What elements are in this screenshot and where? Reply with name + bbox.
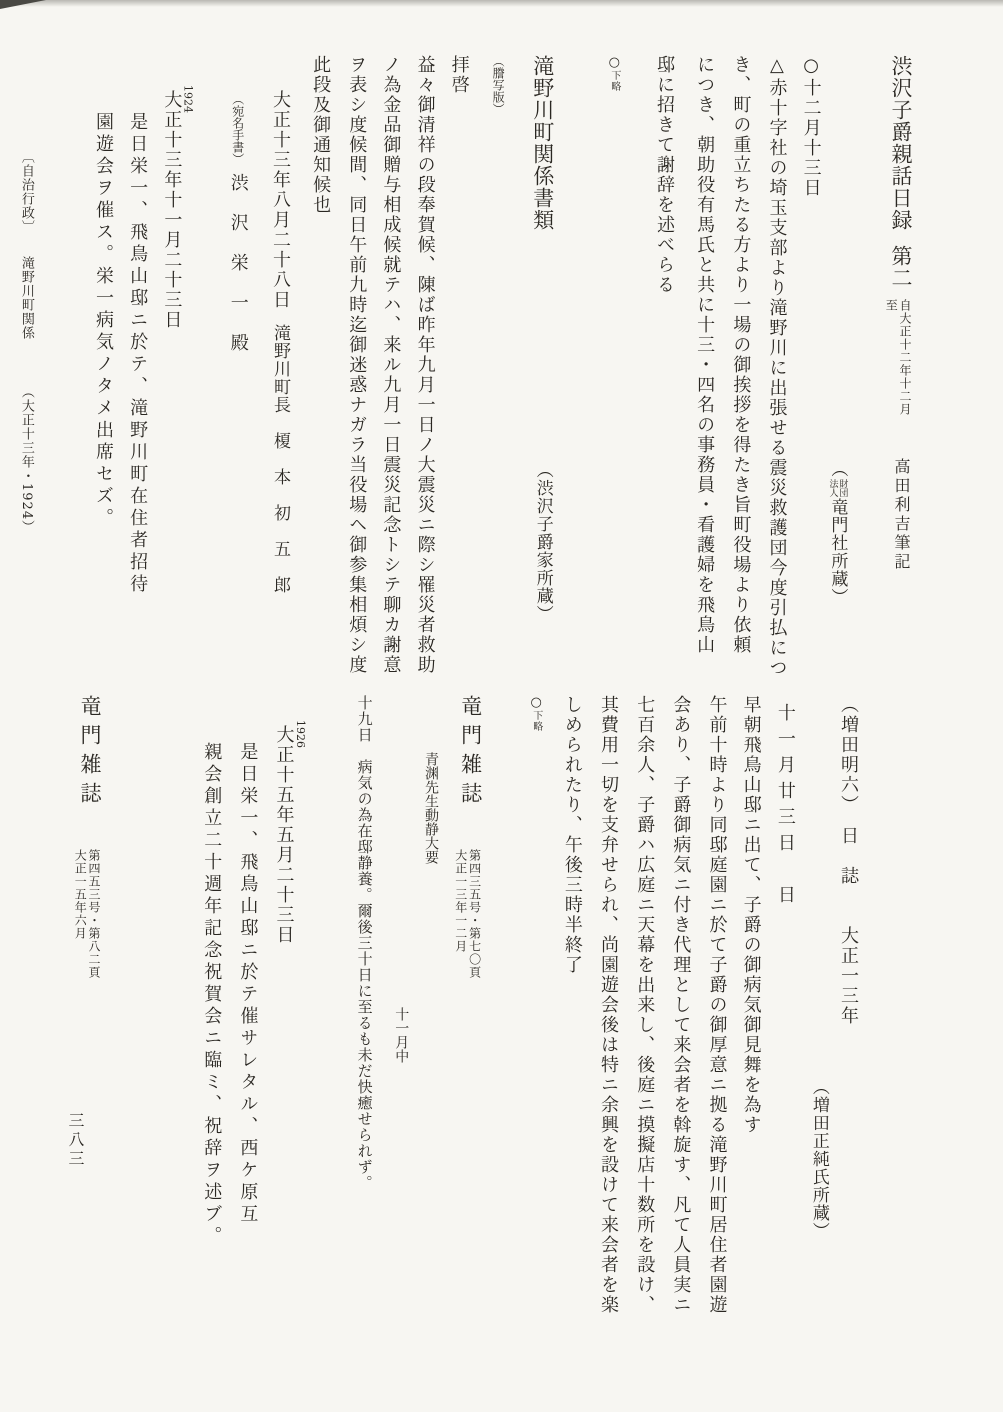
- entry-body-line: しめられたり、午後三時半終了: [561, 695, 583, 975]
- letter-addressee-note: （宛名手書）: [230, 93, 245, 165]
- holding-org-name: 竜門社所蔵）: [827, 498, 848, 606]
- entry-date: 十一月廿三日 日: [774, 703, 796, 911]
- entry-body-line: き、町の重立ちたる方より一場の御挨拶を得たき旨町役場より依頼: [730, 55, 752, 655]
- letter-sender: 滝野川町長 榎 本 初 五 郎: [269, 324, 290, 594]
- omission-label: 下略: [608, 70, 620, 92]
- letter-body-line: ノ為金品御贈与相成候就テハ、来ル九月一日震災記念トシテ聊カ謝意: [380, 55, 402, 675]
- book-title: 渋沢子爵親話日録: [889, 55, 913, 231]
- org-type-note: [827, 479, 847, 497]
- entry-body-line: 会あり、子爵御病気ニ付き代理として来会者を斡旋す、凡て人員実ニ: [670, 695, 692, 1315]
- letter-date-sender-column: [270, 55, 290, 695]
- entry-body-line: △赤十字社の埼玉支部より滝野川に出張せる震災救護団今度引払につ: [766, 55, 788, 678]
- diary-holding-note: （増田正純氏所蔵）: [808, 1078, 829, 1240]
- journal-issue-note: [72, 849, 100, 979]
- omission-note: [526, 695, 546, 1340]
- document-title-column: [530, 55, 554, 695]
- entry-date: 大正十五年五月二十三日: [273, 725, 295, 945]
- entry-body-line: 親会創立二十週年記念祝賀会ニ臨ミ、祝辞ヲ述ブ。: [201, 742, 223, 1248]
- entry-body-line: 園遊会ヲ催ス。栄一病気ノタメ出席セズ。: [93, 112, 115, 530]
- document-title: 滝野川町関係書類: [530, 55, 555, 231]
- omission-mark: ○: [606, 55, 622, 70]
- classification-column: [18, 55, 33, 695]
- org-type-hojin: 法人: [827, 479, 838, 497]
- paren-open: （: [827, 460, 848, 478]
- document-holding-note: （渋沢子爵家所蔵）: [532, 461, 553, 623]
- book-title-column: [882, 55, 912, 695]
- date-range-to: 至: [884, 299, 899, 312]
- entry-date: ○十二月十三日: [800, 55, 822, 198]
- letter-salutation: 拝啓: [448, 55, 470, 95]
- journal-issue-note: [453, 849, 481, 979]
- entry-body-line: 七百余人、子爵ハ広庭ニ天幕を出来し、後庭ニ摸擬店十数所を設け、: [634, 695, 656, 1315]
- omission-label: 下略: [530, 710, 542, 732]
- journal-title: 竜門雑誌: [78, 695, 103, 811]
- entry-body-line: 早朝飛鳥山邸ニ出て、子爵の御病気御見舞を為す: [740, 695, 762, 1135]
- holding-note-ryumonsha: [827, 55, 847, 695]
- journal-column-title: 青渊先生動静大要: [422, 752, 439, 864]
- journal-title: 竜門雑誌: [458, 695, 483, 811]
- page-number: 三八三: [66, 1112, 85, 1169]
- document-format-note: （謄写版）: [491, 55, 506, 115]
- letter-date: 大正十三年八月二十八日: [269, 90, 291, 310]
- entry-date: 大正十三年十一月二十三日: [161, 90, 183, 330]
- letter-closing: 此段及御通知候也: [310, 55, 332, 215]
- entry-body-line: 是日栄一、飛鳥山邸ニ於テ、滝野川町在住者招待: [127, 112, 149, 596]
- journal-period: 十一月中: [393, 1007, 410, 1063]
- top-section: [18, 55, 912, 695]
- letter-addressee: 渋 沢 栄 一 殿: [227, 173, 249, 353]
- journal-issue: 第四三五号・第七〇頁: [467, 848, 482, 979]
- scribe-note: 高田利吉筆記: [892, 458, 911, 572]
- journal-issue-date: 大正一三年一二月: [453, 848, 468, 953]
- journal-title-column: [71, 695, 101, 1340]
- entry-body-line: 其費用一切を支弁せられ、尚園遊会後は特ニ余興を設けて来会者を楽: [598, 695, 620, 1315]
- letter-addressee-column: [228, 55, 248, 695]
- journal-issue-date: 大正一五年六月: [73, 848, 88, 940]
- omission-note: [604, 55, 624, 695]
- journal-issue: 第四五三号・第八二頁: [87, 848, 102, 979]
- western-year-label: 1926: [293, 720, 307, 748]
- entry-body-line: 是日栄一、飛鳥山邸ニ於テ催サレタル、西ケ原互: [237, 742, 259, 1226]
- diary-source: （増田明六） 日 誌 大正一三年: [838, 695, 859, 1026]
- date-range-from: 自大正十二年十二月: [898, 299, 912, 416]
- bottom-section: [71, 695, 858, 1340]
- classification-years: （大正十三年・1924）: [18, 385, 34, 535]
- entry-body-line: 邸に招きて謝辞を述べらる: [654, 55, 675, 295]
- letter-body-line: ヲ表シ度候間、同日午前九時迄御迷惑ナガラ当役場ヘ御参集相煩シ度: [346, 55, 368, 675]
- classification-category: 〔自治行政〕: [18, 150, 34, 234]
- western-year-label: 1924: [181, 85, 195, 113]
- date-range-note: [883, 299, 911, 416]
- org-type-zaidan: 財団: [837, 479, 848, 497]
- journal-title-column: [452, 695, 482, 1340]
- scan-corner-artifact: [0, 0, 46, 9]
- entry-body-line: 午前十時より同邸庭園ニ於て子爵の御厚意ニ拠る滝野川町居住者園遊: [706, 695, 728, 1315]
- letter-body-line: 益々御清祥の段奉賀候、陳ば昨年九月一日ノ大震災ニ際シ罹災者救助: [414, 55, 436, 675]
- entry-body-line: につき、朝助役有馬氏と共に十三・四名の事務員・看護婦を飛鳥山: [694, 55, 716, 655]
- book-volume: 第二: [889, 245, 913, 289]
- classification-subject: 滝野川町関係: [18, 256, 34, 340]
- omission-mark: ○: [528, 695, 544, 710]
- journal-entry: 十九日 病気の為在邸静養。爾後三十日に至るも未だ快癒せられず。: [355, 695, 374, 1191]
